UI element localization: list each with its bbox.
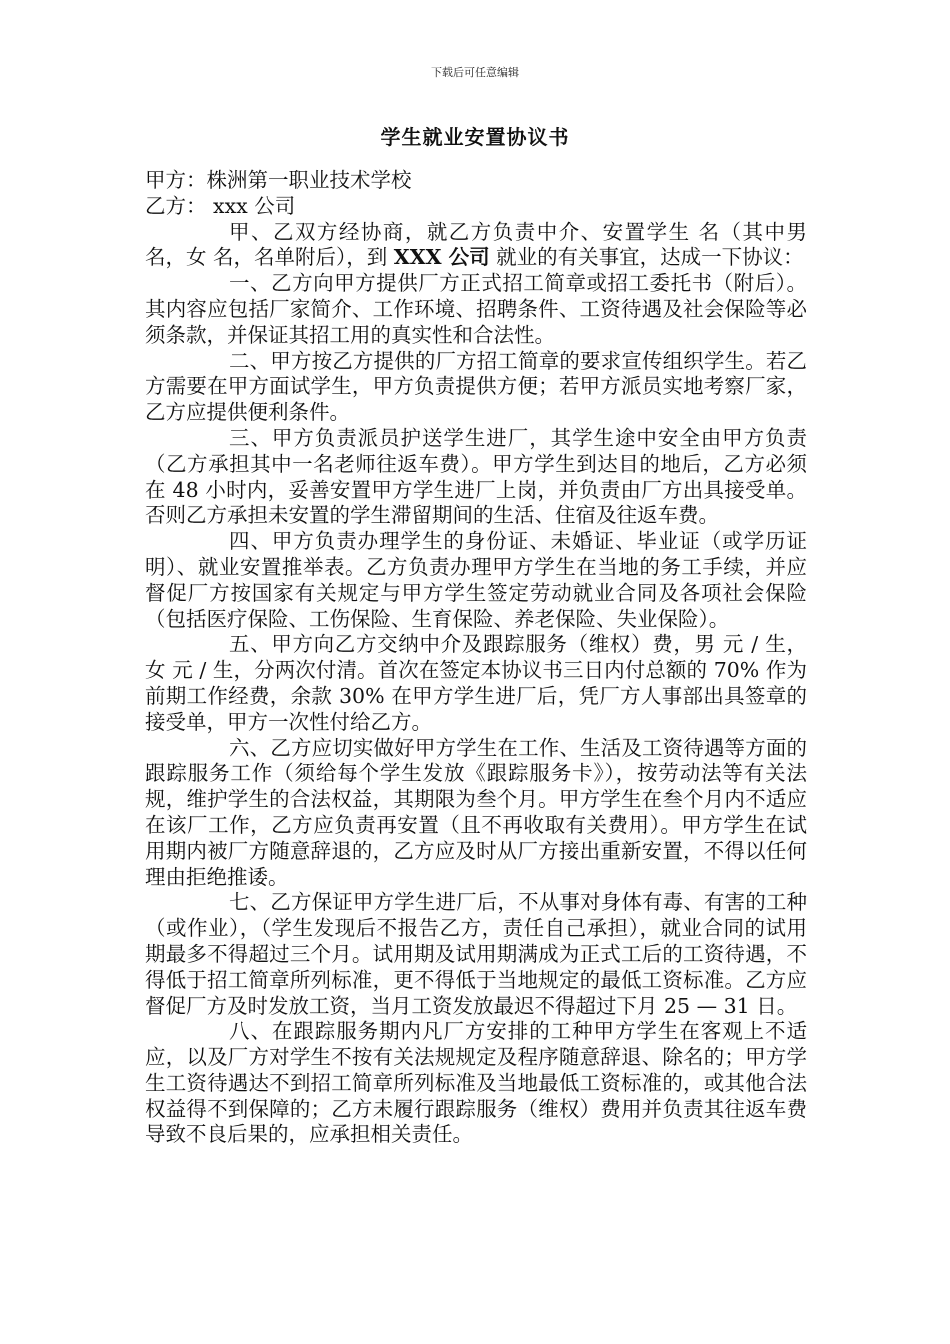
clause-4: 四、甲方负责办理学生的身份证、未婚证、毕业证（或学历证明）、就业安置推举表。乙方负责办理甲方学生在当地的务工手续，并应督促厂方按国家有关规定与甲方学生签定劳动就业合同及各项社会保险（包括医疗保险、工伤保险、生育保险、养老保险、失业保险）。: [145, 529, 807, 631]
intro-text-before: 甲、乙双方经协商，就乙方负责中介、安置学生 名（其中男 名，女 名，名单附后），到: [145, 219, 807, 270]
intro-text-after: 就业的有关事宜，达成一下协议：: [489, 245, 804, 270]
page-header-note: 下载后可任意编辑: [431, 66, 519, 79]
agreement-body: [145, 168, 807, 1148]
clause-3: 三、甲方负责派员护送学生进厂，其学生途中安全由甲方负责（乙方承担其中一名老师往返车费）。甲方学生到达目的地后，乙方必须在 48 小时内，妥善安置甲方学生进厂上岗，并负责由厂方出具接受单。否则乙方承担未安置的学生滞留期间的生活、住宿及往返车费。: [145, 425, 807, 528]
clause-1: 一、乙方向甲方提供厂方正式招工简章或招工委托书（附后）。其内容应包括厂家简介、工作环境、招聘条件、工资待遇及社会保险等必须条款，并保证其招工用的真实性和合法性。: [145, 271, 807, 347]
clause-8: 八、在跟踪服务期内凡厂方安排的工种甲方学生在客观上不适应，以及厂方对学生不按有关法规规定及程序随意辞退、除名的；甲方学生工资待遇达不到招工简章所列标准及当地最低工资标准的，或其他合法权益得不到保障的；乙方未履行跟踪服务（维权）费用并负责其往返车费导致不良后果的，应承担相关责任。: [145, 1019, 807, 1147]
party-b-line: 乙方： xxx 公司: [145, 193, 296, 218]
clause-2: 二、甲方按乙方提供的厂方招工简章的要求宣传组织学生。若乙方需要在甲方面试学生，甲方负责提供方便；若甲方派员实地考察厂家，乙方应提供便利条件。: [145, 348, 807, 425]
clause-6: 六、乙方应切实做好甲方学生在工作、生活及工资待遇等方面的跟踪服务工作（须给每个学生发放《跟踪服务卡》），按劳动法等有关法规，维护学生的合法权益，其期限为叁个月。甲方学生在叁个月内不适应在该厂工作，乙方应负责再安置（且不再收取有关费用）。甲方学生在试用期内被厂方随意辞退的，乙方应及时从厂方接出重新安置，不得以任何理由拒绝推诿。: [145, 735, 807, 889]
intro-company-name: XXX 公司: [393, 245, 490, 270]
party-a-line: 甲方：株洲第一职业技术学校: [145, 168, 412, 192]
intro-paragraph: [145, 220, 807, 272]
clause-5: 五、甲方向乙方交纳中介及跟踪服务（维权）费，男 元 / 生，女 元 / 生，分两次付清。首次在签定本协议书三日内付总额的 70% 作为前期工作经费，余款 30% 在甲方学生进厂后，凭厂方人事部出具签章的接受单，甲方一次性付给乙方。: [145, 632, 807, 734]
clause-7: 七、乙方保证甲方学生进厂后，不从事对身体有毒、有害的工种（或作业），（学生发现后不报告乙方，责任自己承担），就业合同的试用期最多不得超过三个月。试用期及试用期满成为正式工后的工资待遇，不得低于招工简章所列标准，更不得低于当地规定的最低工资标准。乙方应督促厂方及时发放工资，当月工资发放最迟不得超过下月 25 — 31 日。: [145, 890, 807, 1018]
document-title: 学生就业安置协议书: [380, 125, 570, 149]
